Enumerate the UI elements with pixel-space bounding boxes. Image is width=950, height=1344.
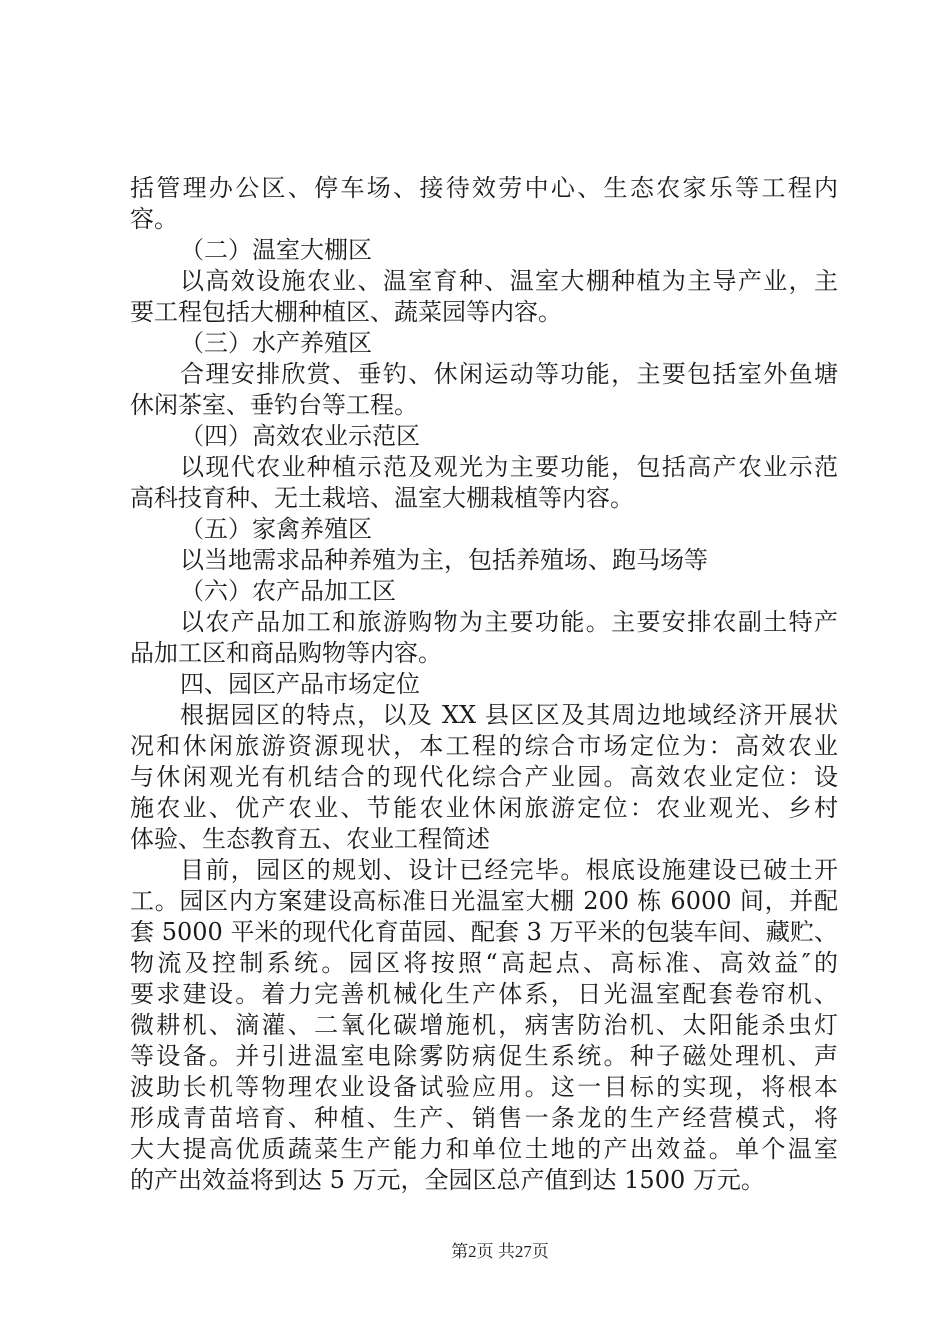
- section-heading: [130, 421, 838, 452]
- section-heading: [130, 576, 838, 607]
- section-heading: [130, 669, 838, 700]
- page-footer: [420, 1238, 580, 1266]
- section-heading: [130, 514, 838, 545]
- heading-text: 四、园区产品市场定位: [180, 670, 420, 698]
- heading-text: （四）高效农业示范区: [180, 422, 420, 450]
- paragraph: [130, 359, 838, 421]
- text-line: 体验、生态教育五、农业工程简述: [130, 825, 490, 853]
- text-line: 高科技育种、无土栽培、温室大棚栽植等内容。: [130, 484, 634, 512]
- text-line: 要求建设。着力完善机械化生产体系，日光温室配套卷帘机、: [130, 980, 838, 1008]
- text-line: 等设备。并引进温室电除雾防病促生系统。种子磁处理机、声: [130, 1042, 838, 1070]
- document-body: [130, 173, 838, 1196]
- section-heading: [130, 235, 838, 266]
- text-line: 品加工区和商品购物等内容。: [130, 639, 442, 667]
- text-line: 形成青苗培育、种植、生产、销售一条龙的生产经营模式，将: [130, 1104, 838, 1132]
- paragraph: [130, 266, 838, 328]
- heading-text: （二）温室大棚区: [180, 236, 372, 264]
- heading-text: （三）水产养殖区: [180, 329, 372, 357]
- section-heading: [130, 328, 838, 359]
- paragraph: [130, 545, 838, 576]
- text-line: 大大提高优质蔬菜生产能力和单位土地的产出效益。单个温室: [130, 1135, 838, 1163]
- text-line: 根据园区的特点，以及 XX 县区区及其周边地域经济开展状: [180, 701, 838, 729]
- page-number: 第2页 共27页: [451, 1242, 549, 1261]
- text-line: 目前，园区的规划、设计已经完毕。根底设施建设已破土开: [180, 856, 838, 884]
- text-line: 以当地需求品种养殖为主，包括养殖场、跑马场等: [180, 546, 708, 574]
- text-line: 施农业、优产农业、节能农业休闲旅游定位：农业观光、乡村: [130, 794, 838, 822]
- text-line: 括管理办公区、停车场、接待效劳中心、生态农家乐等工程内: [130, 174, 838, 202]
- text-line: 容。: [130, 205, 178, 233]
- text-line: 工。园区内方案建设高标准日光温室大棚 200 栋 6000 间，并配: [130, 887, 838, 915]
- paragraph: [130, 855, 838, 1196]
- text-line: 以现代农业种植示范及观光为主要功能，包括高产农业示范: [180, 453, 838, 481]
- text-line: 合理安排欣赏、垂钓、休闲运动等功能，主要包括室外鱼塘: [180, 360, 838, 388]
- text-line: 套 5000 平米的现代化育苗园、配套 3 万平米的包装车间、藏贮、: [130, 918, 838, 946]
- heading-text: （五）家禽养殖区: [180, 515, 372, 543]
- text-line: 波助长机等物理农业设备试验应用。这一目标的实现，将根本: [130, 1073, 838, 1101]
- text-line: 的产出效益将到达 5 万元，全园区总产值到达 1500 万元。: [130, 1166, 765, 1194]
- text-line: 与休闲观光有机结合的现代化综合产业园。高效农业定位：设: [130, 763, 838, 791]
- text-line: 况和休闲旅游资源现状，本工程的综合市场定位为：高效农业: [130, 732, 838, 760]
- paragraph: [130, 607, 838, 669]
- text-line: 微耕机、滴灌、二氧化碳增施机，病害防治机、太阳能杀虫灯: [130, 1011, 838, 1039]
- paragraph: [130, 173, 838, 235]
- text-line: 休闲茶室、垂钓台等工程。: [130, 391, 418, 419]
- heading-text: （六）农产品加工区: [180, 577, 396, 605]
- text-line: 物流及控制系统。园区将按照“高起点、高标准、高效益″的: [130, 949, 838, 977]
- paragraph: [130, 700, 838, 855]
- paragraph: [130, 452, 838, 514]
- text-line: 以农产品加工和旅游购物为主要功能。主要安排农副土特产: [180, 608, 838, 636]
- text-line: 以高效设施农业、温室育种、温室大棚种植为主导产业，主: [180, 267, 838, 295]
- text-line: 要工程包括大棚种植区、蔬菜园等内容。: [130, 298, 562, 326]
